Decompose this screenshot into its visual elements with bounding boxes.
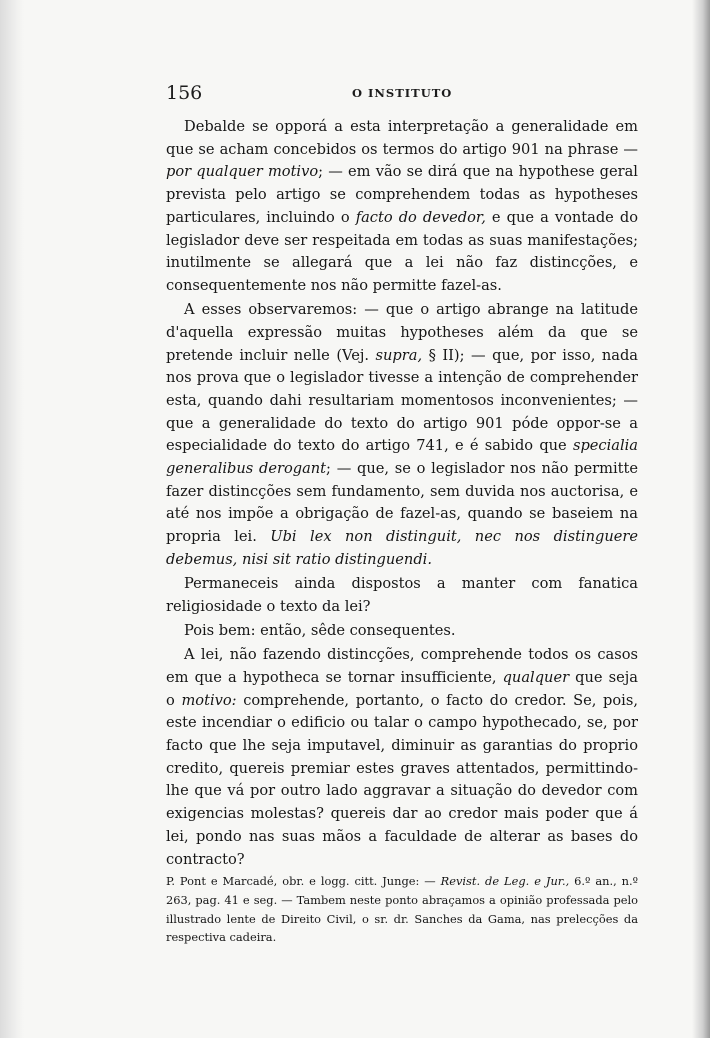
page-number: 156 xyxy=(166,82,203,104)
paragraph-5: A lei, não fazendo distincções, comprehende todos os casos em que a hypotheca se tornar insufficiente, qualquer que seja o motivo: comprehende, portanto, o facto do credor. Se, pois, este incendiar o edificio ou talar o campo hypothecado, se, por facto que lhe seja imputavel, diminuir as garantias do proprio credito, quereis premiar estes graves attentados, permittindo-lhe que vá por outro lado aggravar a situação do devedor com exigencias molestas? quereis dar ao credor mais poder que á lei, pondo nas suas mãos a faculdade de alterar as bases do contracto? xyxy=(166,646,638,868)
paragraph-2: A esses observaremos: — que o artigo abrange na latitude d'aquella expressão muitas hypotheses além da que se pretende incluir nelle (Vej. supra, § II); — que, por isso, nada nos prova que o legislador tivesse a intenção de comprehender esta, quando dahi resultariam momentosos inconvenientes; — que a generalidade do texto do artigo 901 póde oppor-se a especialidade do texto do artigo 741, e é sabido que specialia generalibus derogant; — que, se o legislador nos não permitte fazer distincções sem fundamento, sem duvida nos auctorisa, e até nos impõe a obrigação de fazel-as, quando se baseiem na propria lei. Ubi lex non distinguit, nec nos distinguere debemus, nisi sit ratio distinguendi. xyxy=(166,301,639,568)
paragraph-4: Pois bem: então, sêde consequentes. xyxy=(184,621,456,639)
body-text xyxy=(166,116,638,873)
footnote xyxy=(166,872,638,947)
page-gutter-shadow xyxy=(0,0,24,1038)
page-edge-shadow xyxy=(692,0,710,1038)
running-title: O INSTITUTO xyxy=(352,86,453,100)
paragraph-1: Debalde se opporá a esta interpretação a generalidade em que se acham concebidos os termos do artigo 901 na phrase — por qualquer motivo; — em vão se dirá que na hypothese geral prevista pelo artigo se comprehendem todas as hypotheses particulares, incluindo o facto do devedor, e que a vontade do legislador deve ser respeitada em todas as suas manifestações; inutilmente se allegará que a lei não faz distincções, e consequentemente nos não permitte fazel-as. xyxy=(166,118,638,294)
footnote-text: P. Pont e Marcadé, obr. e logg. citt. Junge: — Revist. de Leg. e Jur., 6.º an., n.º 263, pag. 41 e seg. — Tambem neste ponto abraçamos a opinião professada pelo illustrado lente de Direito Civil, o sr. dr. Sanches da Gama, nas prelecções da respectiva cadeira. xyxy=(166,874,638,945)
paragraph-3: Permaneceis ainda dispostos a manter com fanatica religiosidade o texto da lei? xyxy=(166,575,638,615)
running-header xyxy=(166,82,638,108)
